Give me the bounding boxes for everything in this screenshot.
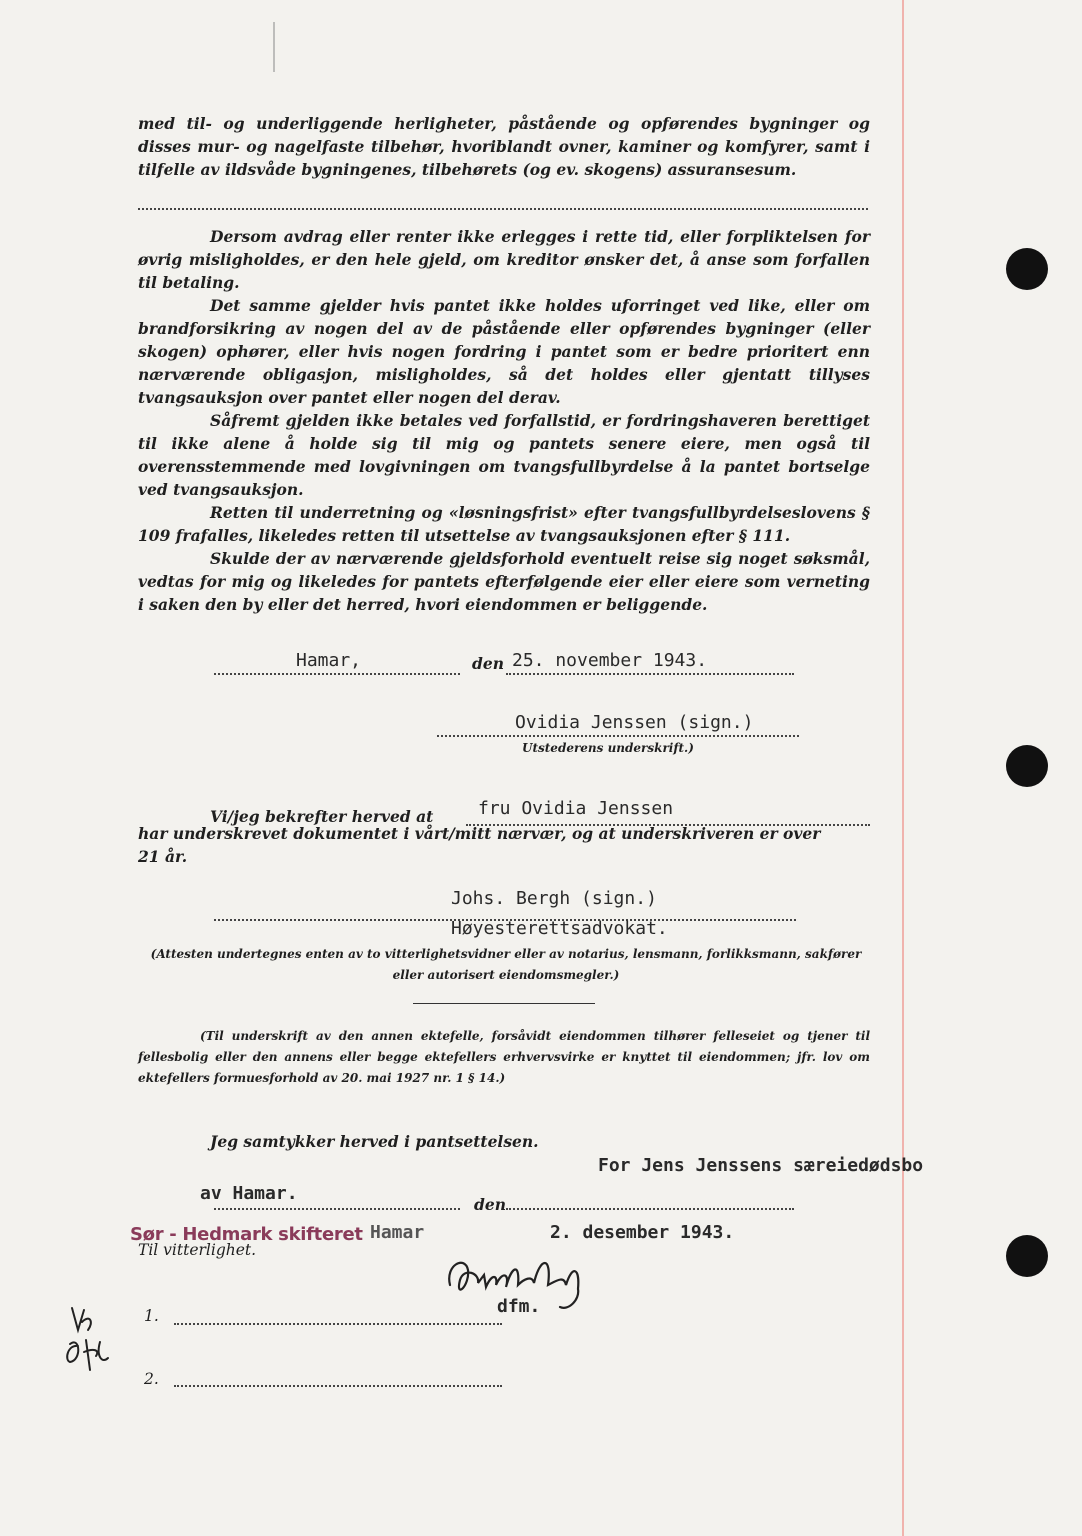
issuer-signature: Ovidia Jenssen (sign.) bbox=[515, 712, 754, 733]
consent-text: Jeg samtykker herved i pantsettelsen. bbox=[210, 1132, 539, 1151]
issuer-caption: Utstederens underskrift.) bbox=[522, 741, 694, 755]
witness-label: Til vitterlighet. bbox=[138, 1241, 257, 1259]
witness-2-number: 2. bbox=[144, 1370, 159, 1388]
consent-date-line bbox=[506, 1208, 794, 1210]
issuer-signature-line bbox=[437, 735, 799, 737]
margin-rule bbox=[902, 0, 904, 1536]
dfm-title: dfm. bbox=[497, 1296, 541, 1317]
attest-line-2: har underskrevet dokumentet i vårt/mitt nærvær, og at underskriveren er over bbox=[138, 824, 821, 843]
court-stamp: Sør - Hedmark skifteret bbox=[130, 1224, 363, 1245]
date-line bbox=[506, 673, 794, 675]
enforcement-paragraph: Såfremt gjelden ikke betales ved forfallstid, er fordringshaveren berettiget til ikke alene å holde sig til mig og pantets senere eiere, men også til overensstemmende med lovgivningen om tvangsfullbyrdelse å la pantet bortselge ved tvangsauksjon. bbox=[138, 411, 870, 499]
divider-rule bbox=[413, 1003, 595, 1004]
attester-title: Høyesterettsadvokat. bbox=[451, 918, 668, 939]
den-label: den bbox=[472, 654, 504, 673]
attest-prefix: Vi/jeg bekrefter herved at bbox=[210, 807, 434, 826]
conditions-block bbox=[138, 225, 870, 616]
place-line bbox=[214, 673, 460, 675]
scan-mark bbox=[273, 22, 275, 72]
witness-1-number: 1. bbox=[144, 1307, 159, 1325]
estate-name: For Jens Jenssens særeiedødsbo bbox=[598, 1155, 924, 1176]
margin-initials bbox=[60, 1300, 120, 1380]
consent-date: 2. desember 1943. bbox=[550, 1222, 735, 1243]
consent-den-label: den bbox=[474, 1195, 506, 1214]
spouse-note: (Til underskrift av den annen ektefelle, forsåvidt eiendommen tilhører felleseiet og tjener til fellesbolig eller den annens eller begge ektefellers erhvervsvirke er knyttet til eiendommen; jfr. lov om ektefellers formuesforhold av 20. mai 1927 nr. 1 § 14.) bbox=[138, 1029, 870, 1085]
punch-hole bbox=[1006, 248, 1048, 290]
notice-paragraph: Retten til underretning og «løsningsfrist» efter tvangsfullbyrdelseslovens § 109 frafalles, likeledes retten til utsettelse av tvangsauksjonen efter § 111. bbox=[138, 503, 870, 545]
default-paragraph: Dersom avdrag eller renter ikke erlegges i rette tid, eller forpliktelsen for øvrig misligholdes, er den hele gjeld, om kreditor ønsker det, å anse som forfallen til betaling. bbox=[138, 227, 870, 292]
intro-paragraph: med til- og underliggende herligheter, påstående og opførendes bygninger og disses mur- og nagelfaste tilbehør, hvoriblandt ovner, kaminer og komfyrer, samt i tilfelle av ildsvåde bygningenes, tilbehørets (og ev. skogens) assuransesum. bbox=[138, 114, 870, 179]
consent-place-line bbox=[214, 1208, 460, 1210]
witness-2-line bbox=[174, 1385, 502, 1387]
insurance-paragraph: Det samme gjelder hvis pantet ikke holdes uforringet ved like, eller om brandforsikring av nogen del av de påstående eller opførendes bygninger (eller skogen) ophører, eller hvis nogen fordring i pantet som er bedre prioritert enn nærværende obligasjon, misligholdes, så det holdes eller gjentatt tillyses tvangsauksjon over pantet eller nogen del derav. bbox=[138, 296, 870, 407]
attest-note: (Attesten undertegnes enten av to vitterlighetsvidner eller av notarius, lensmann, forlikksmann, sakfører eller autorisert eiendomsmegler.) bbox=[150, 947, 862, 982]
attest-line-3: 21 år. bbox=[138, 847, 188, 866]
place-value: Hamar, bbox=[296, 650, 362, 671]
attest-name: fru Ovidia Jenssen bbox=[478, 798, 674, 819]
punch-hole bbox=[1006, 745, 1048, 787]
attester-signature: Johs. Bergh (sign.) bbox=[451, 888, 657, 909]
witness-1-line bbox=[174, 1323, 502, 1325]
consent-place: av Hamar. bbox=[200, 1183, 298, 1204]
dotted-separator bbox=[138, 208, 868, 210]
date-value: 25. november 1943. bbox=[512, 650, 708, 671]
stamp-place: Hamar bbox=[370, 1222, 425, 1243]
venue-paragraph: Skulde der av nærværende gjeldsforhold eventuelt reise sig noget søksmål, vedtas for mig og likeledes for pantets efterfølgende eier eller eiere som verneting i saken den by eller det herred, hvori eiendommen er beliggende. bbox=[138, 549, 870, 614]
punch-hole bbox=[1006, 1235, 1048, 1277]
